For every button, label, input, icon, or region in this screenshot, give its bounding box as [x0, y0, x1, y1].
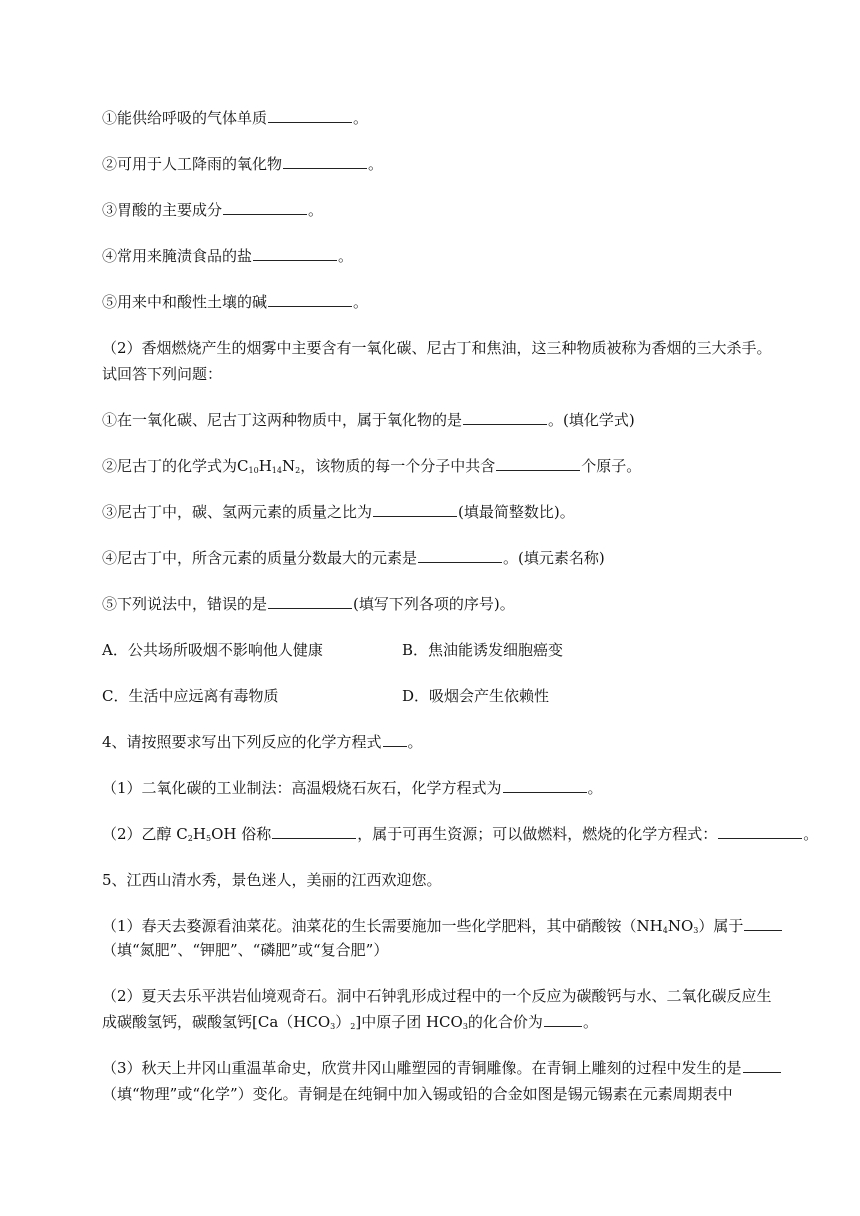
q3-item-4 [102, 246, 802, 266]
q5-part1-line2: （填“氮肥”、“钾肥”、“磷肥”或“复合肥”） [102, 941, 389, 959]
q5-part2-text: 成碳酸氢钙，碳酸氢钙[Ca（HCO [102, 1013, 331, 1031]
nh4-sub: 4 [662, 926, 668, 935]
q5-part2-line2 [102, 1012, 802, 1032]
no3-sub: 3 [693, 926, 699, 935]
q4-part1-suffix: 。 [587, 779, 603, 797]
answer-blank[interactable] [383, 732, 407, 747]
q3-item-3-text: ③胃酸的主要成分 [102, 201, 223, 219]
q4-part1-text: （1）二氧化碳的工业制法：高温煅烧石灰石，化学方程式为 [102, 779, 502, 797]
answer-blank[interactable] [496, 456, 580, 471]
q3-item-2-suffix: 。 [368, 155, 384, 173]
answer-blank[interactable] [463, 410, 547, 425]
formula-h: H [258, 457, 272, 475]
answer-blank[interactable] [272, 824, 356, 839]
nicotine-formula [237, 457, 300, 475]
q3-sub-5 [102, 594, 802, 614]
answer-blank[interactable] [544, 1012, 582, 1027]
q3-item-4-suffix: 。 [338, 247, 354, 265]
hco3-sub: 3 [330, 1022, 336, 1031]
q5-part2-mid: ]中原子团 HCO [355, 1013, 463, 1031]
q3-part2-intro-line2: 试回答下列问题： [102, 365, 223, 383]
q3-sub-1-suffix: 。(填化学式) [548, 411, 635, 429]
q3-sub-3 [102, 502, 802, 522]
q3-item-2 [102, 154, 802, 174]
q5-part2-line1: （2）夏天去乐平洪岩仙境观奇石。洞中石钟乳形成过程中的一个反应为碳酸钙与水、二氧化碳反应生 [102, 987, 772, 1005]
q4-part2 [102, 824, 819, 844]
q3-sub-2 [102, 456, 802, 476]
ca-sub: 2 [350, 1022, 356, 1031]
q3-sub-5-text: ⑤下列说法中，错误的是 [102, 595, 268, 613]
q3-item-5-text: ⑤用来中和酸性土壤的碱 [102, 293, 268, 311]
answer-blank[interactable] [373, 502, 457, 517]
q5-part3-text: （3）秋天上井冈山重温革命史，欣赏井冈山雕塑园的青铜雕像。在青铜上雕刻的过程中发生的是 [102, 1059, 742, 1077]
answer-blank[interactable] [744, 916, 782, 931]
q3-item-1-text: ①能供给呼吸的气体单质 [102, 109, 268, 127]
q3-item-1-suffix: 。 [353, 109, 369, 127]
q4-title-suffix: 。 [407, 733, 423, 751]
q3-item-3-suffix: 。 [308, 201, 324, 219]
q4-part2-suffix: 。 [803, 825, 819, 843]
answer-blank[interactable] [253, 246, 337, 261]
q3-sub-2-text: ②尼古丁的化学式为 [102, 457, 238, 475]
ethanol-sub-2: 5 [205, 834, 212, 843]
options-row-2 [102, 686, 802, 706]
answer-blank[interactable] [268, 594, 352, 609]
q3-sub-4-suffix: 。(填元素名称) [503, 549, 605, 567]
option-b: B．焦油能诱发细胞癌变 [402, 641, 564, 659]
q3-sub-3-suffix: (填最简整数比)。 [458, 503, 575, 521]
q3-sub-3-text: ③尼古丁中，碳、氢两元素的质量之比为 [102, 503, 373, 521]
paren-close: ） [335, 1013, 351, 1031]
q3-item-3 [102, 200, 802, 220]
q3-sub-4 [102, 548, 802, 568]
formula-h-sub: 14 [271, 466, 282, 475]
q3-sub-1 [102, 410, 802, 430]
ethanol-sub-1: 2 [187, 834, 193, 843]
q3-item-1 [102, 108, 802, 128]
q3-sub-2-mid: ，该物质的每一个分子中共含 [300, 457, 496, 475]
answer-blank[interactable] [268, 292, 352, 307]
options-row-1 [102, 640, 802, 660]
formula-c: C [237, 457, 249, 475]
option-c: C．生活中应远离有毒物质 [102, 687, 279, 705]
q5-part1-text: （1）春天去婺源看油菜花。油菜花的生长需要施加一些化学肥料，其中硝酸铵（NH [102, 917, 663, 935]
answer-blank[interactable] [503, 778, 587, 793]
q4-title-text: 4、请按照要求写出下列反应的化学方程式 [102, 733, 382, 751]
q5-title: 5、江西山清水秀，景色迷人，美丽的江西欢迎您。 [102, 871, 442, 889]
q4-title [102, 732, 802, 752]
no-text: NO [667, 917, 694, 935]
q5-part3-line2: （填“物理”或“化学”）变化。青铜是在纯铜中加入锡或铅的合金如图是锡元锡素在元素周期表中 [102, 1085, 733, 1103]
q3-sub-2-suffix: 个原子。 [581, 457, 642, 475]
q5-part1-suffix: ）属于 [698, 917, 744, 935]
q5-part2-end: 。 [582, 1013, 598, 1031]
q3-sub-1-text: ①在一氧化碳、尼古丁这两种物质中，属于氧化物的是 [102, 411, 463, 429]
answer-blank[interactable] [283, 154, 367, 169]
option-d: D．吸烟会产生依赖性 [402, 687, 550, 705]
answer-blank[interactable] [418, 548, 502, 563]
answer-blank[interactable] [743, 1058, 781, 1073]
q4-part2-mid2: ，属于可再生资源；可以做燃料，燃烧的化学方程式： [357, 825, 718, 843]
q3-item-4-text: ④常用来腌渍食品的盐 [102, 247, 253, 265]
q3-item-2-text: ②可用于人工降雨的氧化物 [102, 155, 283, 173]
q4-part1 [102, 778, 802, 798]
option-a: A．公共场所吸烟不影响他人健康 [102, 641, 323, 659]
ethanol-h: H [192, 825, 206, 843]
q4-part2-mid: OH 俗称 [211, 825, 272, 843]
q3-item-5 [102, 292, 802, 312]
q5-part3-line1 [102, 1058, 802, 1078]
q3-sub-4-text: ④尼古丁中，所含元素的质量分数最大的元素是 [102, 549, 418, 567]
q3-sub-5-suffix: (填写下列各项的序号)。 [353, 595, 515, 613]
answer-blank[interactable] [223, 200, 307, 215]
q5-part2-suffix: 的化合价为 [467, 1013, 543, 1031]
q5-part1-line1 [102, 916, 802, 936]
formula-n: N [281, 457, 296, 475]
q4-part2-text: （2）乙醇 C [102, 825, 188, 843]
hco3-sub-2: 3 [462, 1022, 468, 1031]
formula-n-sub: 2 [295, 466, 301, 475]
answer-blank[interactable] [268, 108, 352, 123]
q3-part2-intro-line1: （2）香烟燃烧产生的烟雾中主要含有一氧化碳、尼古丁和焦油，这三种物质被称为香烟的三大杀手。 [102, 339, 772, 357]
formula-c-sub: 10 [248, 466, 259, 475]
answer-blank[interactable] [718, 824, 802, 839]
q3-item-5-suffix: 。 [353, 293, 369, 311]
